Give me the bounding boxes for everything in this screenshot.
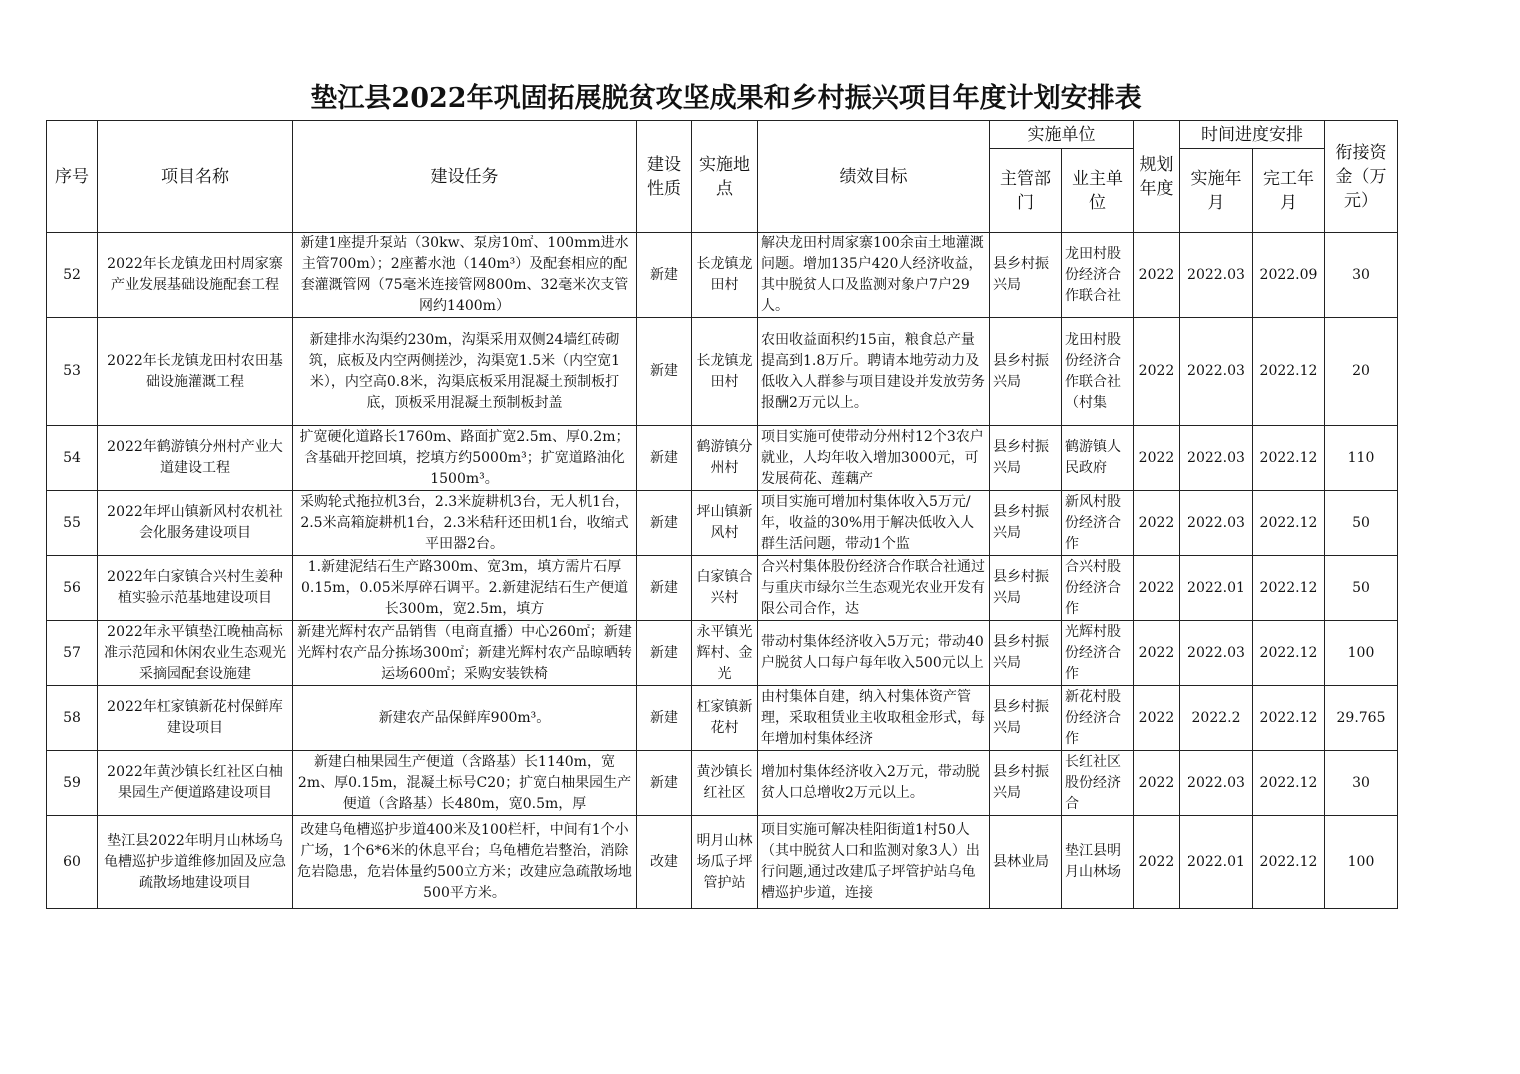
cell-end: 2022.12 (1253, 426, 1325, 491)
cell-goal: 由村集体自建，纳入村集体资产管理，采取租赁业主收取租金形式，每年增加村集体经济 (758, 686, 990, 751)
cell-dept: 县乡村振兴局 (990, 556, 1062, 621)
header-place: 实施地点 (692, 121, 758, 233)
cell-task: 新建农产品保鲜库900m³。 (293, 686, 637, 751)
cell-task: 新建光辉村农产品销售（电商直播）中心260㎡；新建光辉村农产品分拣场300㎡；新建光辉村农产品晾晒转运场600㎡；采购安装铁椅 (293, 621, 637, 686)
cell-task: 改建乌龟槽巡护步道400米及100栏杆，中间有1个小广场，1个6*6米的休息平台；乌龟槽危岩整治，消除危岩隐患，危岩体量约500立方米；改建应急疏散场地500平方米。 (293, 816, 637, 909)
cell-name: 2022年长龙镇龙田村周家寨产业发展基础设施配套工程 (98, 233, 293, 318)
cell-dept: 县乡村振兴局 (990, 491, 1062, 556)
header-nature: 建设性质 (637, 121, 692, 233)
cell-fund: 100 (1325, 621, 1398, 686)
header-task: 建设任务 (293, 121, 637, 233)
cell-dept: 县乡村振兴局 (990, 621, 1062, 686)
cell-dept: 县乡村振兴局 (990, 426, 1062, 491)
header-name: 项目名称 (98, 121, 293, 233)
cell-goal: 解决龙田村周家寨100余亩土地灌溉问题。增加135户420人经济收益，其中脱贫人口及监测对象户7户29人。 (758, 233, 990, 318)
cell-goal: 合兴村集体股份经济合作联合社通过与重庆市绿尔兰生态观光农业开发有限公司合作，达 (758, 556, 990, 621)
cell-name: 垫江县2022年明月山林场乌龟槽巡护步道维修加固及应急疏散场地建设项目 (98, 816, 293, 909)
cell-seq: 56 (47, 556, 98, 621)
cell-owner: 垫江县明月山林场 (1062, 816, 1134, 909)
cell-year: 2022 (1134, 556, 1180, 621)
cell-name: 2022年白家镇合兴村生姜种植实验示范基地建设项目 (98, 556, 293, 621)
cell-year: 2022 (1134, 816, 1180, 909)
cell-goal: 项目实施可解决桂阳街道1村50人（其中脱贫人口和监测对象3人）出行问题,通过改建瓜子坪管护站乌龟槽巡护步道，连接 (758, 816, 990, 909)
cell-goal: 农田收益面积约15亩，粮食总产量提高到1.8万斤。聘请本地劳动力及低收入人群参与项目建设并发放劳务报酬2万元以上。 (758, 318, 990, 426)
cell-place: 黄沙镇长红社区 (692, 751, 758, 816)
cell-owner: 新花村股份经济合作 (1062, 686, 1134, 751)
table-row (47, 621, 1398, 686)
cell-goal: 项目实施可使带动分州村12个3农户就业，人均年收入增加3000元，可发展荷花、莲藕产 (758, 426, 990, 491)
cell-seq: 52 (47, 233, 98, 318)
table-row (47, 233, 1398, 318)
cell-owner: 合兴村股份经济合作 (1062, 556, 1134, 621)
cell-place: 白家镇合兴村 (692, 556, 758, 621)
cell-fund: 110 (1325, 426, 1398, 491)
cell-end: 2022.12 (1253, 491, 1325, 556)
cell-place: 坪山镇新风村 (692, 491, 758, 556)
cell-start: 2022.01 (1180, 556, 1253, 621)
cell-place: 永平镇光辉村、金光 (692, 621, 758, 686)
page-title: 垫江县2022年巩固拓展脱贫攻坚成果和乡村振兴项目年度计划安排表 (310, 83, 1142, 114)
cell-fund: 29.765 (1325, 686, 1398, 751)
cell-task: 采购轮式拖拉机3台，2.3米旋耕机3台，无人机1台，2.5米高箱旋耕机1台，2.3米秸秆还田机1台，收缩式平田器2台。 (293, 491, 637, 556)
cell-task: 新建1座提升泵站（30kw、泵房10㎡、100mm进水主管700m）；2座蓄水池（140m³）及配套相应的配套灌溉管网（75毫米连接管网800m、32毫米次支管网约1400m） (293, 233, 637, 318)
cell-task: 1.新建泥结石生产路300m、宽3m，填方需片石厚0.15m，0.05米厚碎石调平。2.新建泥结石生产便道长300m，宽2.5m，填方 (293, 556, 637, 621)
header-year: 规划年度 (1134, 121, 1180, 233)
project-plan-table (46, 120, 1398, 909)
table-row (47, 426, 1398, 491)
cell-dept: 县乡村振兴局 (990, 751, 1062, 816)
cell-goal: 带动村集体经济收入5万元；带动40户脱贫人口每户每年收入500元以上 (758, 621, 990, 686)
header-time-group: 时间进度安排 (1180, 121, 1325, 149)
cell-name: 2022年鹤游镇分州村产业大道建设工程 (98, 426, 293, 491)
cell-fund: 100 (1325, 816, 1398, 909)
cell-place: 杠家镇新花村 (692, 686, 758, 751)
cell-start: 2022.03 (1180, 233, 1253, 318)
cell-goal: 增加村集体经济收入2万元，带动脱贫人口总增收2万元以上。 (758, 751, 990, 816)
table-row (47, 816, 1398, 909)
cell-task: 新建排水沟渠约230m，沟渠采用双侧24墙红砖砌筑，底板及内空两侧搓沙，沟渠宽1.5米（内空宽1米），内空高0.8米，沟渠底板采用混凝土预制板打底，顶板采用混凝土预制板封盖 (293, 318, 637, 426)
cell-task: 扩宽硬化道路长1760m、路面扩宽2.5m、厚0.2m；含基础开挖回填，挖填方约5000m³；扩宽道路油化1500m³。 (293, 426, 637, 491)
cell-nature: 新建 (637, 621, 692, 686)
cell-seq: 60 (47, 816, 98, 909)
cell-place: 明月山林场瓜子坪管护站 (692, 816, 758, 909)
cell-nature: 新建 (637, 233, 692, 318)
cell-start: 2022.03 (1180, 621, 1253, 686)
cell-start: 2022.03 (1180, 318, 1253, 426)
cell-name: 2022年长龙镇龙田村农田基础设施灌溉工程 (98, 318, 293, 426)
cell-nature: 新建 (637, 318, 692, 426)
cell-task: 新建白柚果园生产便道（含路基）长1140m，宽2m、厚0.15m，混凝土标号C20；扩宽白柚果园生产便道（含路基）长480m，宽0.5m，厚 (293, 751, 637, 816)
table-row (47, 318, 1398, 426)
cell-start: 2022.01 (1180, 816, 1253, 909)
cell-owner: 新风村股份经济合作 (1062, 491, 1134, 556)
cell-nature: 新建 (637, 686, 692, 751)
cell-year: 2022 (1134, 491, 1180, 556)
cell-nature: 新建 (637, 491, 692, 556)
table-row (47, 686, 1398, 751)
cell-place: 鹤游镇分州村 (692, 426, 758, 491)
cell-end: 2022.12 (1253, 621, 1325, 686)
cell-dept: 县乡村振兴局 (990, 318, 1062, 426)
cell-dept: 县林业局 (990, 816, 1062, 909)
cell-owner: 鹤游镇人民政府 (1062, 426, 1134, 491)
cell-seq: 53 (47, 318, 98, 426)
cell-fund: 30 (1325, 233, 1398, 318)
cell-name: 2022年永平镇垫江晚柚高标准示范园和休闲农业生态观光采摘园配套设施建 (98, 621, 293, 686)
cell-seq: 59 (47, 751, 98, 816)
table-row (47, 491, 1398, 556)
cell-year: 2022 (1134, 751, 1180, 816)
cell-fund: 50 (1325, 491, 1398, 556)
cell-fund: 50 (1325, 556, 1398, 621)
cell-year: 2022 (1134, 318, 1180, 426)
header-end: 完工年月 (1253, 149, 1325, 233)
cell-name: 2022年杠家镇新花村保鲜库建设项目 (98, 686, 293, 751)
cell-owner: 龙田村股份经济合作联合社 (1062, 233, 1134, 318)
cell-nature: 新建 (637, 751, 692, 816)
cell-end: 2022.12 (1253, 556, 1325, 621)
cell-start: 2022.03 (1180, 751, 1253, 816)
table-row (47, 556, 1398, 621)
cell-year: 2022 (1134, 686, 1180, 751)
cell-goal: 项目实施可增加村集体收入5万元/年，收益的30%用于解决低收入人群生活问题，带动1个监 (758, 491, 990, 556)
cell-nature: 新建 (637, 556, 692, 621)
cell-place: 长龙镇龙田村 (692, 318, 758, 426)
cell-dept: 县乡村振兴局 (990, 686, 1062, 751)
cell-seq: 55 (47, 491, 98, 556)
cell-seq: 57 (47, 621, 98, 686)
cell-name: 2022年坪山镇新风村农机社会化服务建设项目 (98, 491, 293, 556)
cell-nature: 新建 (637, 426, 692, 491)
cell-start: 2022.2 (1180, 686, 1253, 751)
cell-year: 2022 (1134, 621, 1180, 686)
header-dept: 主管部门 (990, 149, 1062, 233)
header-seq: 序号 (47, 121, 98, 233)
header-start: 实施年月 (1180, 149, 1253, 233)
header-goal: 绩效目标 (758, 121, 990, 233)
cell-fund: 20 (1325, 318, 1398, 426)
cell-fund: 30 (1325, 751, 1398, 816)
header-unit-group: 实施单位 (990, 121, 1134, 149)
cell-end: 2022.12 (1253, 686, 1325, 751)
cell-owner: 长红社区股份经济合 (1062, 751, 1134, 816)
cell-end: 2022.09 (1253, 233, 1325, 318)
cell-year: 2022 (1134, 233, 1180, 318)
header-fund: 衔接资金（万元） (1325, 121, 1398, 233)
cell-start: 2022.03 (1180, 426, 1253, 491)
header-owner: 业主单位 (1062, 149, 1134, 233)
cell-owner: 龙田村股份经济合作联合社（村集 (1062, 318, 1134, 426)
cell-end: 2022.12 (1253, 816, 1325, 909)
table-row (47, 751, 1398, 816)
cell-year: 2022 (1134, 426, 1180, 491)
cell-seq: 54 (47, 426, 98, 491)
cell-end: 2022.12 (1253, 751, 1325, 816)
cell-nature: 改建 (637, 816, 692, 909)
cell-owner: 光辉村股份经济合作 (1062, 621, 1134, 686)
cell-dept: 县乡村振兴局 (990, 233, 1062, 318)
cell-name: 2022年黄沙镇长红社区白柚果园生产便道路建设项目 (98, 751, 293, 816)
cell-seq: 58 (47, 686, 98, 751)
cell-end: 2022.12 (1253, 318, 1325, 426)
cell-start: 2022.03 (1180, 491, 1253, 556)
cell-place: 长龙镇龙田村 (692, 233, 758, 318)
